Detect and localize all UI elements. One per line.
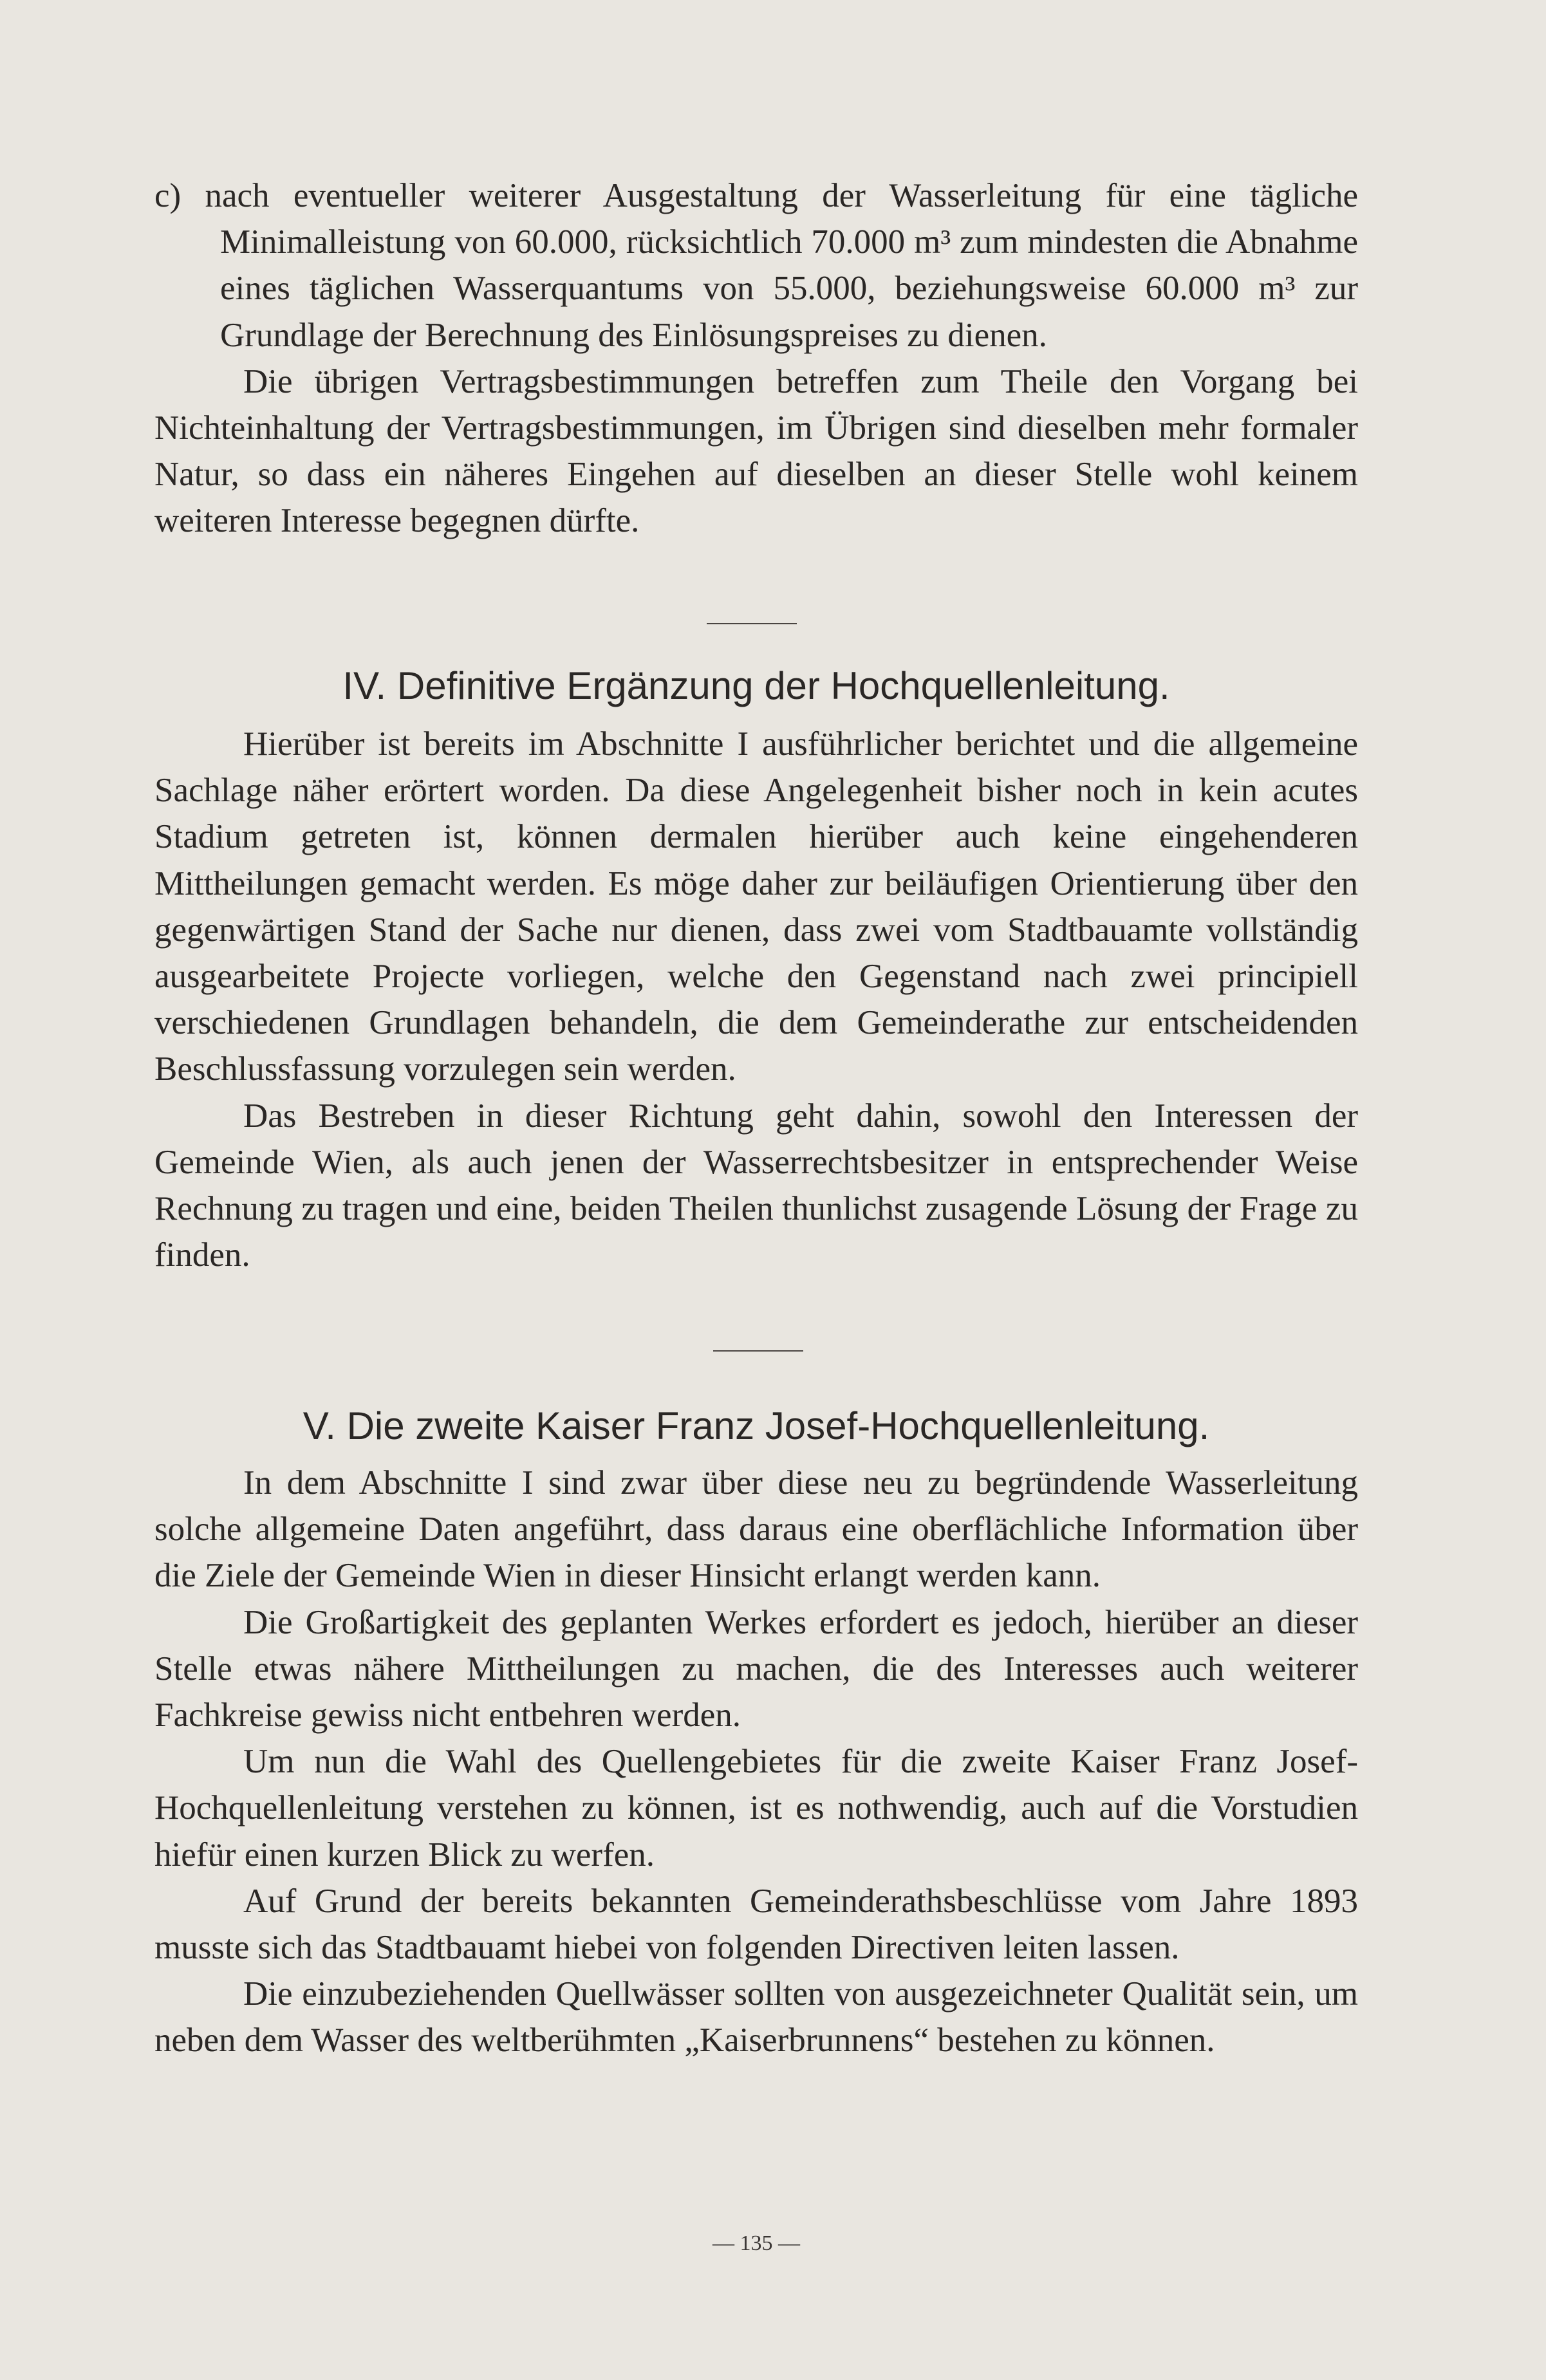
section-heading-iv: IV. Definitive Ergänzung der Hochquellenleitung. [342, 664, 1170, 707]
paragraph: Das Bestreben in dieser Richtung geht dahin, sowohl den Interessen der Gemeinde Wien, als auch jenen der Wasserrechtsbesitzer in entsprechender Weise Rechnung zu tragen und eine, beiden Theilen thunlichst zusagende Lösung der Frage zu finden. [154, 1097, 1358, 1274]
paragraph-contract-terms: Die übrigen Vertragsbestimmungen betreffen zum Theile den Vorgang bei Nichteinhaltung der Vertragsbestimmungen, im Übrigen sind dieselben mehr formaler Natur, so dass ein näheres Eingehen auf dieselben an dieser Stelle wohl keinem weiteren Interesse begegnen dürfte. [154, 362, 1358, 540]
page-number: — 135 — [712, 2231, 800, 2255]
paragraph: Die Großartigkeit des geplanten Werkes erfordert es jedoch, hierüber an dieser Stelle etwas nähere Mittheilungen zu machen, die des Interesses auch weiterer Fachkreise gewiss nicht entbehren werden. [154, 1603, 1358, 1734]
intro-block [154, 172, 1358, 544]
section-v-body [154, 1460, 1358, 2064]
paragraph: In dem Abschnitte I sind zwar über diese neu zu begründende Wasserleitung solche allgemeine Daten angeführt, dass daraus eine oberflächliche Information über die Ziele der Gemeinde Wien in dieser Hinsicht erlangt werden kann. [154, 1464, 1358, 1595]
section-divider [707, 623, 797, 624]
section-divider [713, 1350, 803, 1352]
section-iv-body [154, 721, 1358, 1278]
paragraph: Die einzubeziehenden Quellwässer sollten von ausgezeichneter Qualität sein, um neben dem Wasser des weltberühmten „Kaiserbrunnens“ bestehen zu können. [154, 1975, 1358, 2059]
paragraph: Um nun die Wahl des Quellengebietes für die zweite Kaiser Franz Josef-Hochquellenleitung verstehen zu können, ist es nothwendig, auch auf die Vorstudien hiefür einen kurzen Blick zu werfen. [154, 1743, 1358, 1873]
list-item-c: c) nach eventueller weiterer Ausgestaltung der Wasserleitung für eine tägliche Minimalleistung von 60.000, rücksichtlich 70.000 m³ zum mindesten die Abnahme eines täglichen Wasserquantums von 55.000, beziehungsweise 60.000 m³ zur Grundlage der Berechnung des Einlösungspreises zu dienen. [154, 177, 1359, 354]
paragraph: Hierüber ist bereits im Abschnitte I ausführlicher berichtet und die allgemeine Sachlage näher erörtert worden. Da diese Angelegenheit bisher noch in kein acutes Stadium getreten ist, können dermalen hierüber auch keine eingehenderen Mittheilungen gemacht werden. Es möge daher zur beiläufigen Orientierung über den gegenwärtigen Stand der Sache nur dienen, dass zwei vom Stadtbauamte vollständig ausgearbeitete Projecte vorliegen, welche den Gegenstand nach zwei principiell verschiedenen Grundlagen behandeln, die dem Gemeinderathe zur entscheidenden Beschlussfassung vorzulegen sein werden. [154, 725, 1358, 1088]
section-heading-v: V. Die zweite Kaiser Franz Josef-Hochquellenleitung. [303, 1404, 1210, 1447]
paragraph: Auf Grund der bereits bekannten Gemeinderathsbeschlüsse vom Jahre 1893 musste sich das Stadtbauamt hiebei von folgenden Directiven leiten lassen. [154, 1882, 1358, 1967]
